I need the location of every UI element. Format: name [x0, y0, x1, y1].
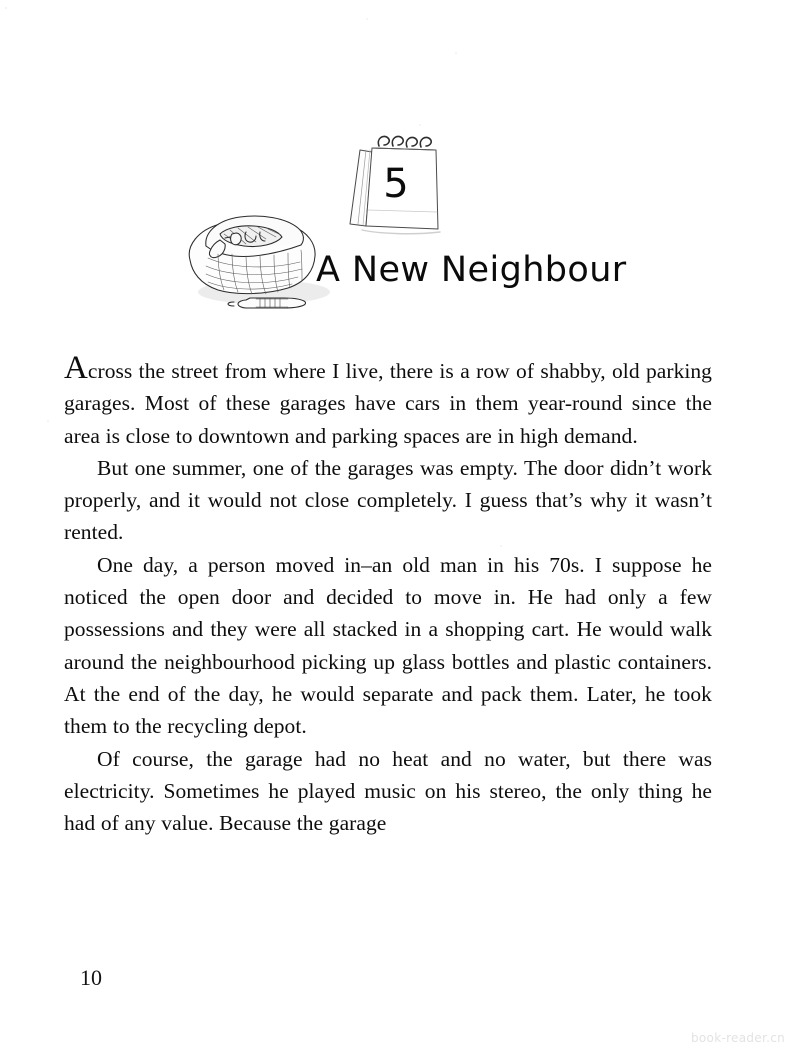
- scan-speckle: [455, 52, 457, 54]
- paragraph: One day, a person moved in–an old man in his 70s. I suppose he noticed the open door and decided to move in. He had only a few possessions and they were all stacked in a shopping cart. He would walk around the neighbourhood picking up glass bottles and plastic containers. At the end of the day, he would separate and pack them. Later, he took them to the recycling depot.: [64, 552, 712, 739]
- tear-off-calendar-icon: [336, 126, 456, 241]
- chapter-number: 5: [383, 161, 409, 207]
- body-text: [64, 350, 712, 839]
- drop-cap: A: [64, 350, 88, 386]
- paragraph: Of course, the garage had no heat and no water, but there was electricity. Sometimes he played music on his stereo, the only thing he had of any value. Because the garage: [64, 746, 712, 836]
- paragraph-text: cross the street from where I live, there is a row of shabby, old parking garages. Most of these garages have cars in them year-round since the area is close to downtown and parking spaces are in high demand.: [64, 359, 712, 448]
- scan-speckle: [5, 7, 7, 9]
- page-number: 10: [80, 965, 102, 990]
- chapter-title: A New Neighbour: [316, 250, 627, 290]
- paragraph: But one summer, one of the garages was empty. The door didn’t work properly, and it would not close completely. I guess that’s why it wasn’t rented.: [64, 455, 712, 545]
- paragraph: [64, 350, 712, 452]
- chapter-header: [0, 126, 800, 326]
- scan-speckle: [47, 420, 49, 422]
- watermark: book-reader.cn: [691, 1031, 786, 1045]
- scan-speckle: [366, 18, 368, 20]
